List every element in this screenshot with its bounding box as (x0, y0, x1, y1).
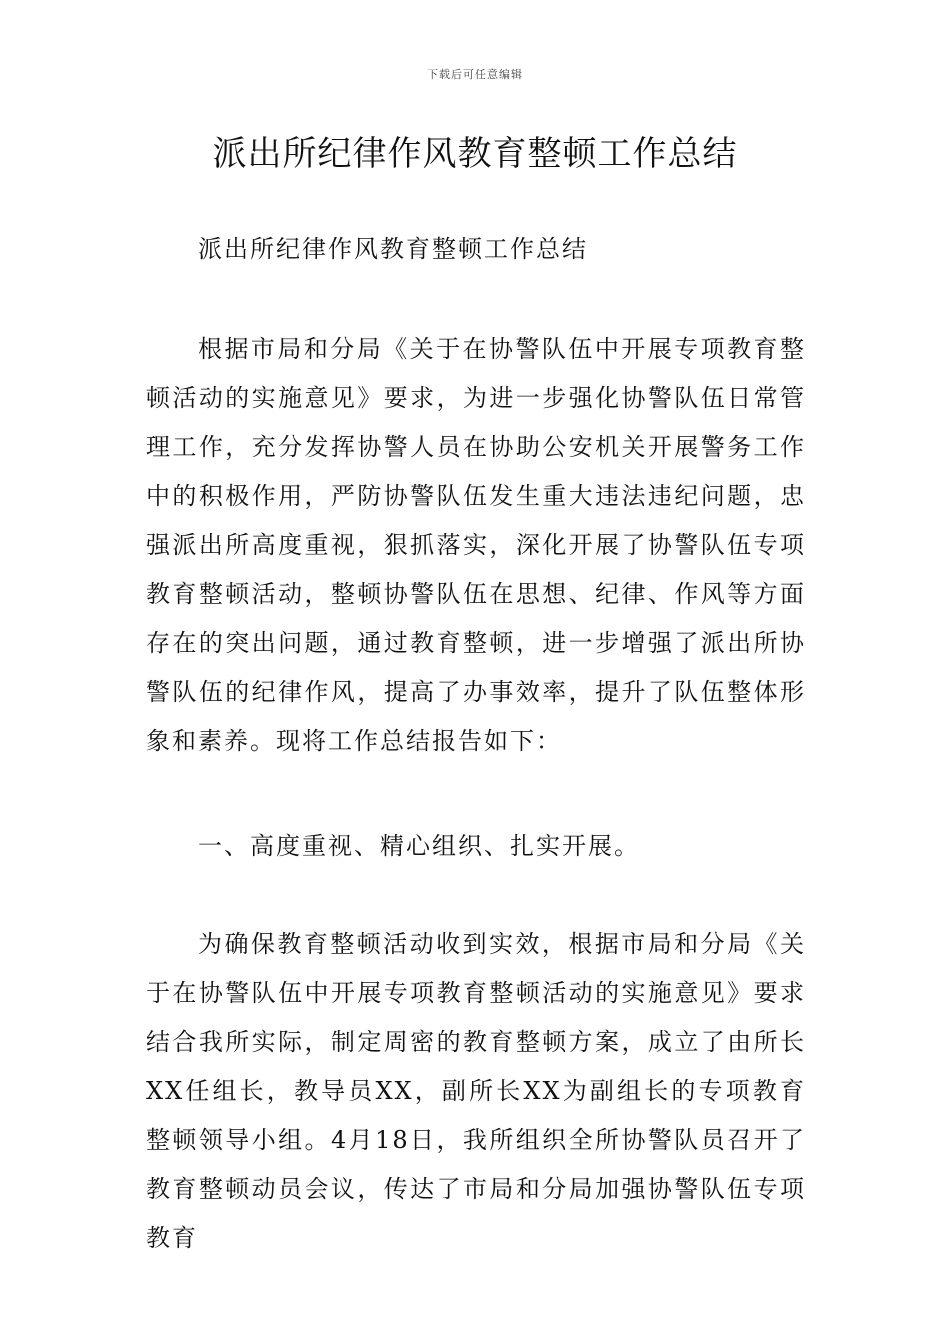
document-title: 派出所纪律作风教育整顿工作总结 (212, 134, 738, 174)
header-note: 下载后可任意编辑 (427, 68, 523, 81)
section-heading: 一、高度重视、精心组织、扎实开展。 (198, 832, 640, 860)
document-subtitle: 派出所纪律作风教育整顿工作总结 (198, 235, 588, 263)
paragraph-intro: 根据市局和分局《关于在协警队伍中开展专项教育整顿活动的实施意见》要求，为进一步强化协警队伍日常管理工作，充分发挥协警人员在协助公安机关开展警务工作中的积极作用，严防协警队伍发生重大违法违纪问题，忠强派出所高度重视，狠抓落实，深化开展了协警队伍专项教育整顿活动，整顿协警队伍在思想、纪律、作风等方面存在的突出问题，通过教育整顿，进一步增强了派出所协警队伍的纪律作风，提高了办事效率，提升了队伍整体形象和素养。现将工作总结报告如下： (146, 335, 806, 755)
paragraph-section-1: 为确保教育整顿活动收到实效，根据市局和分局《关于在协警队伍中开展专项教育整顿活动的实施意见》要求结合我所实际，制定周密的教育整顿方案，成立了由所长XX任组长，教导员XX，副所长XX为副组长的专项教育整顿领导小组。4月18日，我所组织全所协警队员召开了教育整顿动员会议，传达了市局和分局加强协警队伍专项教育 (146, 930, 806, 1252)
